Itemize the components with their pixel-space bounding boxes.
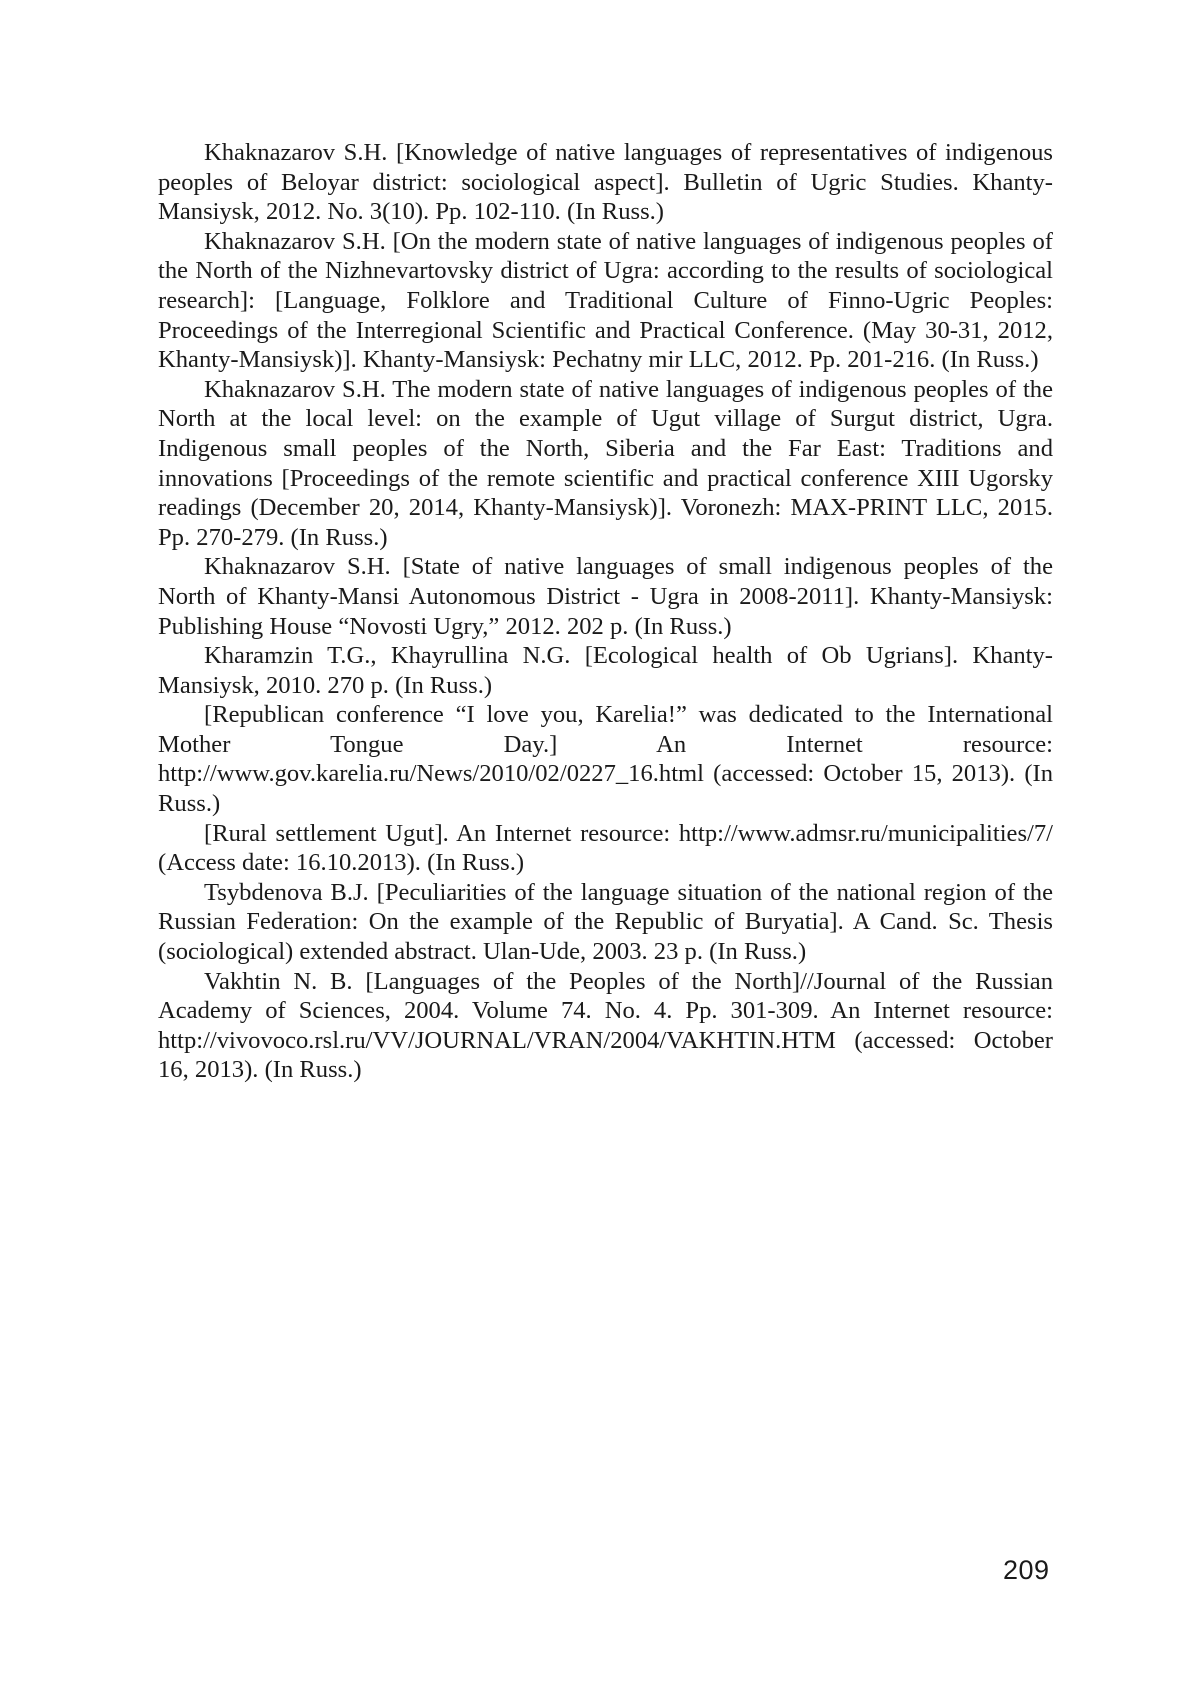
page-number: 209 — [1003, 1555, 1050, 1586]
reference-entry: Kharamzin T.G., Khayrullina N.G. [Ecological health of Ob Ugrians]. Khanty-Mansiysk, 2010. 270 p. (In Russ.) — [158, 641, 1053, 700]
reference-entry: Khaknazarov S.H. [Knowledge of native languages of representatives of indigenous peoples of Beloyar district: sociological aspect]. Bulletin of Ugric Studies. Khanty-Mansiysk, 2012. No. 3(10). Pp. 102-110. (In Russ.) — [158, 138, 1053, 227]
reference-entry: [Republican conference “I love you, Karelia!” was dedicated to the International Mother Tongue Day.] An Internet resource: http://www.gov.karelia.ru/News/2010/02/0227_16.html (accessed: October 15, 2013). (In Russ.) — [158, 700, 1053, 818]
document-page — [0, 0, 1200, 1702]
reference-entry: Khaknazarov S.H. The modern state of native languages of indigenous peoples of the North at the local level: on the example of Ugut village of Surgut district, Ugra. Indigenous small peoples of the North, Siberia and the Far East: Traditions and innovations [Proceedings of the remote scientific and practical conference XIII Ugorsky readings (December 20, 2014, Khanty-Mansiysk)]. Voronezh: MAX-PRINT LLC, 2015. Pp. 270-279. (In Russ.) — [158, 375, 1053, 553]
reference-entry: Tsybdenova B.J. [Peculiarities of the language situation of the national region of the Russian Federation: On the example of the Republic of Buryatia]. A Cand. Sc. Thesis (sociological) extended abstract. Ulan-Ude, 2003. 23 p. (In Russ.) — [158, 878, 1053, 967]
reference-entry: Khaknazarov S.H. [On the modern state of native languages of indigenous peoples of the North of the Nizhnevartovsky district of Ugra: according to the results of sociological research]: [Language, Folklore and Traditional Culture of Finno-Ugric Peoples: Proceedings of the Interregional Scientific and Practical Conference. (May 30-31, 2012, Khanty-Mansiysk)]. Khanty-Mansiysk: Pechatny mir LLC, 2012. Pp. 201-216. (In Russ.) — [158, 227, 1053, 375]
reference-entry: Khaknazarov S.H. [State of native languages of small indigenous peoples of the North of Khanty-Mansi Autonomous District - Ugra in 2008-2011]. Khanty-Mansiysk: Publishing House “Novosti Ugry,” 2012. 202 p. (In Russ.) — [158, 552, 1053, 641]
reference-list — [158, 138, 1053, 1085]
reference-entry: [Rural settlement Ugut]. An Internet resource: http://www.admsr.ru/municipalities/7/ (Access date: 16.10.2013). (In Russ.) — [158, 819, 1053, 878]
reference-entry: Vakhtin N. B. [Languages of the Peoples of the North]//Journal of the Russian Academy of Sciences, 2004. Volume 74. No. 4. Pp. 301-309. An Internet resource: http://vivovoco.rsl.ru/VV/JOURNAL/VRAN/2004/VAKHTIN.HTM (accessed: October 16, 2013). (In Russ.) — [158, 967, 1053, 1085]
